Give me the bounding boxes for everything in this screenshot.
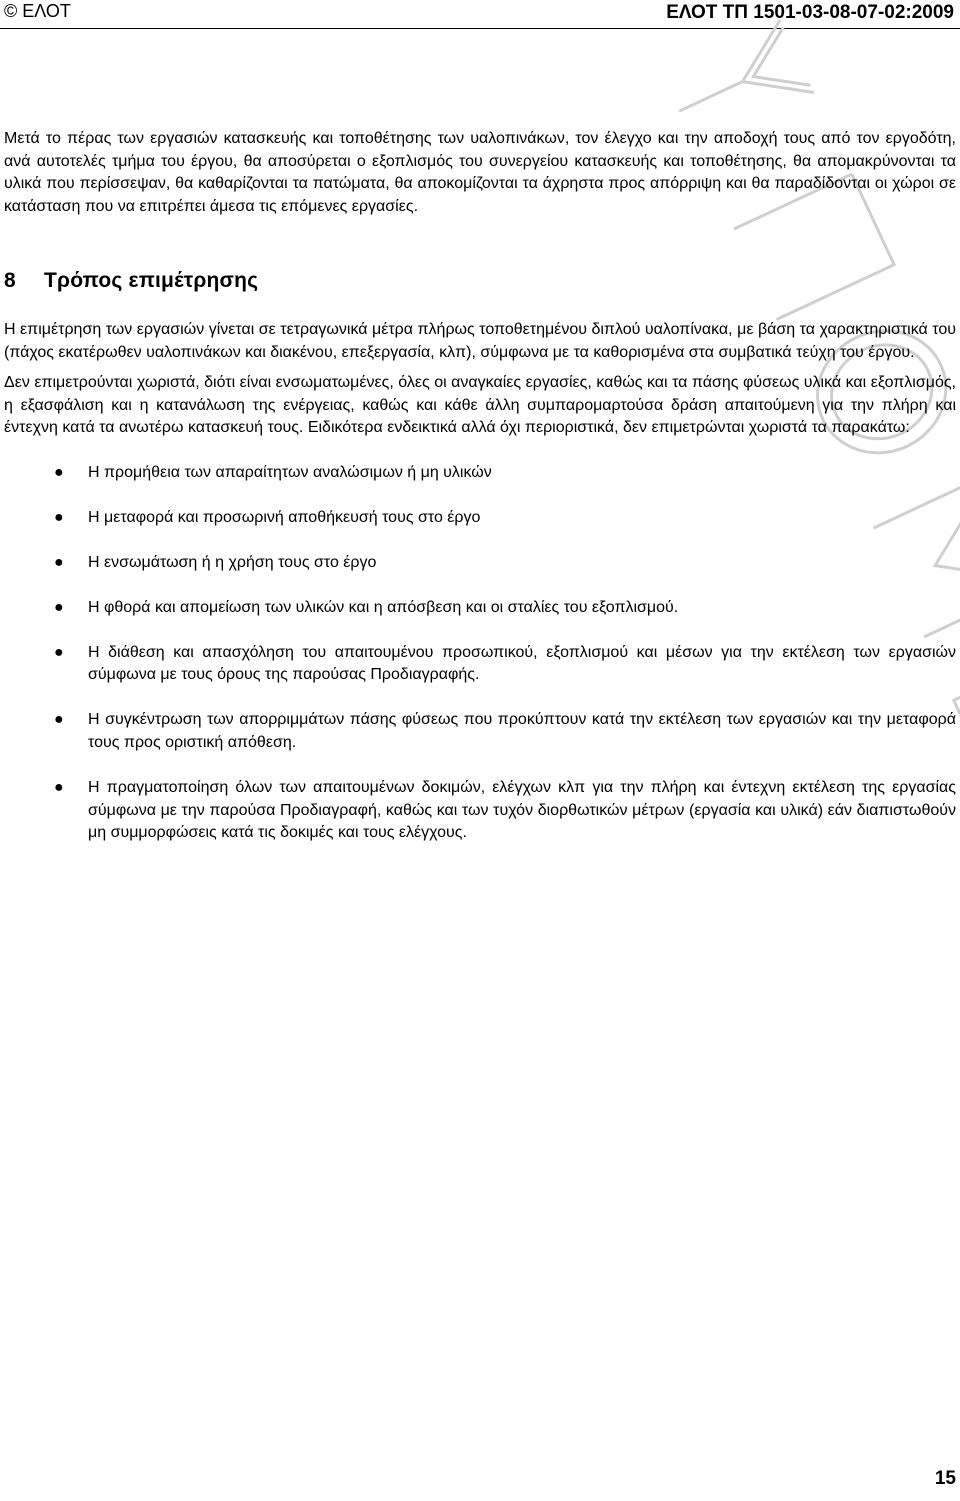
- list-item-text: Η πραγματοποίηση όλων των απαιτουμένων δοκιμών, ελέγχων κλπ για την πλήρη και έντεχνη εκτέλεση της εργασίας σύμφωνα με την παρούσα Προδιαγραφή, καθώς και των τυχόν διορθωτικών μέτρων (εργασία και υλικά) εάν διαπιστωθούν μη συμμορφώσεις κατά τις δοκιμές και τους ελέγχους.: [88, 779, 956, 842]
- list-item-text: Η μεταφορά και προσωρινή αποθήκευσή τους στο έργο: [88, 508, 481, 526]
- list-item-text: Η διάθεση και απασχόληση του απαιτουμένου προσωπικού, εξοπλισμού και μέσων για την εκτέλεση των εργασιών σύμφωνα με τους όρους της παρούσας Προδιαγραφής.: [88, 643, 956, 684]
- list-item: [4, 552, 956, 575]
- bullet-icon: ●: [54, 598, 64, 616]
- document-body: [4, 128, 956, 867]
- list-item-text: Η φθορά και απομείωση των υλικών και η απόσβεση και οι σταλίες του εξοπλισμού.: [88, 598, 679, 616]
- list-item: [4, 642, 956, 687]
- section-heading: [4, 270, 956, 293]
- bullet-icon: ●: [54, 463, 64, 481]
- page-header: [0, 0, 960, 29]
- section-title: Τρόπος επιμέτρησης: [44, 269, 259, 293]
- exclusions-list: [4, 462, 956, 845]
- list-item: [4, 507, 956, 530]
- list-item: [4, 597, 956, 620]
- bullet-icon: ●: [54, 553, 64, 571]
- bullet-icon: ●: [54, 779, 64, 797]
- list-item: [4, 777, 956, 845]
- list-item-text: Η συγκέντρωση των απορριμμάτων πάσης φύσεως που προκύπτουν κατά την εκτέλεση των εργασιών και την μεταφορά τους προς οριστική απόθεση.: [88, 711, 956, 752]
- header-standard-code: ΕΛΟΤ ΤΠ 1501-03-08-07-02:2009: [666, 2, 954, 23]
- measurement-paragraph: Η επιμέτρηση των εργασιών γίνεται σε τετραγωνικά μέτρα πλήρως τοποθετημένου διπλού υαλοπίνακα, με βάση τα χαρακτηριστικά του (πάχος εκατέρωθεν υαλοπινάκων και διακένου, επεξεργασία, κλπ), σύμφωνα με τα καθορισμένα στα συμβατικά τεύχη του έργου.: [4, 320, 956, 361]
- list-item: [4, 462, 956, 485]
- intro-paragraph: Μετά το πέρας των εργασιών κατασκευής και τοποθέτησης των υαλοπινάκων, τον έλεγχο και την αποδοχή τους από τον εργοδότη, ανά αυτοτελές τμήμα του έργου, θα αποσύρεται ο εξοπλισμός του συνεργείου κατασκευής και τοποθέτησης, θα απομακρύνονται τα υλικά που περίσσεψαν, θα καθαρίζονται τα πατώματα, θα αποκομίζονται τα άχρηστα προς απόρριψη και θα παραδίδονται οι χώροι σε κατάσταση που να επιτρέπει άμεσα τις επόμενες εργασίες.: [4, 130, 956, 215]
- list-item-text: Η προμήθεια των απαραίτητων αναλώσιμων ή μη υλικών: [88, 463, 492, 481]
- section-number: 8: [4, 269, 16, 293]
- bullet-icon: ●: [54, 508, 64, 526]
- page-number: 15: [934, 1468, 956, 1489]
- list-item: [4, 709, 956, 754]
- header-copyright: © ΕΛΟΤ: [4, 1, 71, 21]
- list-item-text: Η ενσωμάτωση ή η χρήση τους στο έργο: [88, 553, 377, 571]
- bullet-icon: ●: [54, 711, 64, 729]
- bullet-icon: ●: [54, 643, 64, 661]
- exclusions-paragraph: Δεν επιμετρούνται χωριστά, διότι είναι ενσωματωμένες, όλες οι αναγκαίες εργασίες, καθώς και τα πάσης φύσεως υλικά και εξοπλισμός, η εξασφάλιση και η κατανάλωση της ενέργειας, καθώς και κάθε άλλη συμπαρομαρτούσα δράση απαιτούμενη για την πλήρη και έντεχνη κατά τα ανωτέρω κατασκευή τους. Ειδικότερα ενδεικτικά αλλά όχι περιοριστικά, δεν επιμετρώνται χωριστά τα παρακάτω:: [4, 374, 956, 437]
